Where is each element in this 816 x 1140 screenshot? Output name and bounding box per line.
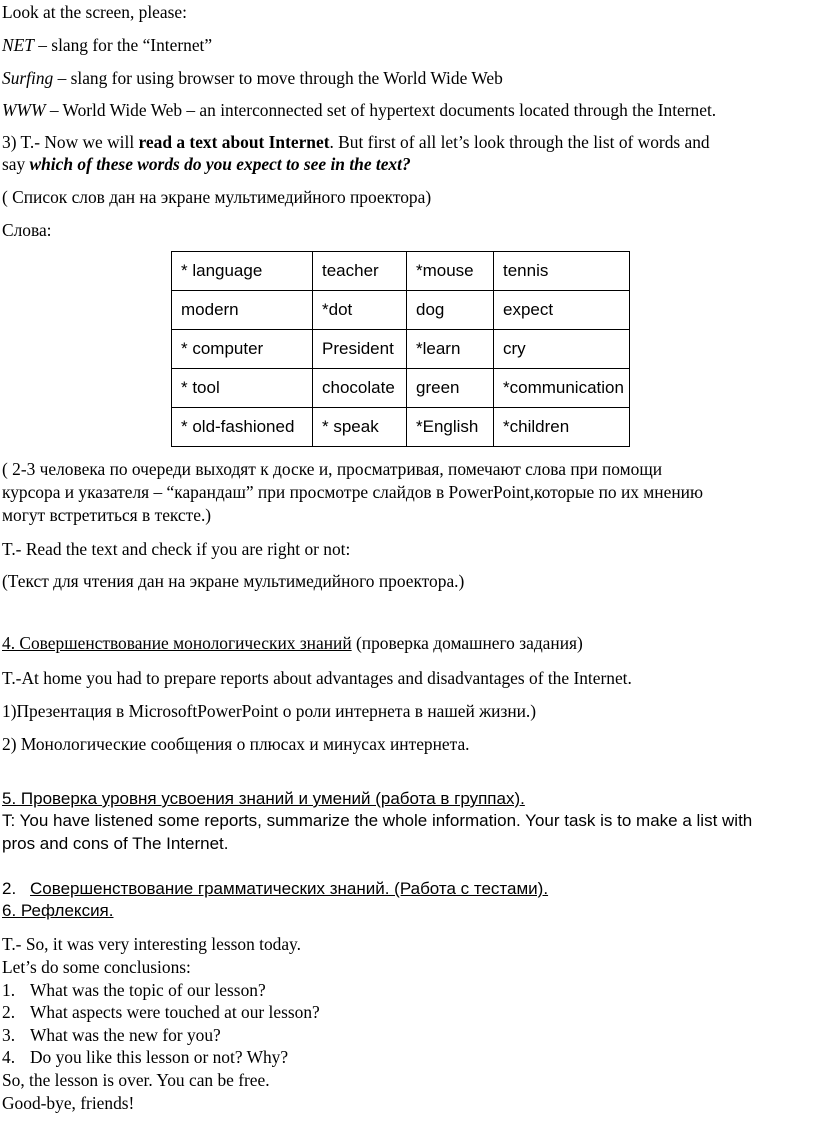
- question-item: [2, 1046, 288, 1068]
- question-text: Do you like this lesson or not? Why?: [30, 1047, 289, 1067]
- question-number: 2.: [2, 1002, 16, 1022]
- task5-line: T: You have listened some reports, summarize the whole information. Your task is to make a list with: [2, 811, 753, 830]
- question-item: [2, 1024, 221, 1046]
- step3-text-cont: . But first of all let’s look through the list of words and: [329, 132, 710, 152]
- board-note-line: ( 2-3 человека по очереди выходят к доске и, просматривая, помечают слова при помощи: [2, 459, 663, 479]
- step3-say: say: [2, 154, 30, 174]
- intro-line: Look at the screen, please:: [2, 2, 187, 22]
- table-row: [172, 408, 630, 447]
- table-cell: *mouse: [407, 252, 494, 291]
- home-task: T.-At home you had to prepare reports about advantages and disadvantages of the Internet.: [2, 668, 632, 688]
- definition-net: [2, 34, 212, 56]
- table-cell: tennis: [494, 252, 630, 291]
- table-cell: *learn: [407, 330, 494, 369]
- definition-term: NET: [2, 35, 34, 55]
- table-cell: *dot: [313, 291, 407, 330]
- definition-term: WWW: [2, 100, 46, 120]
- grammar-title: Совершенствование грамматических знаний. (Работа с тестами).: [30, 879, 549, 898]
- table-cell: * tool: [172, 369, 313, 408]
- words-label: Слова:: [2, 220, 52, 240]
- board-note-line: курсора и указателя – “карандаш” при просмотре слайдов в PowerPoint,которые по их мнению: [2, 482, 703, 502]
- table-row: [172, 330, 630, 369]
- table-cell: dog: [407, 291, 494, 330]
- grammar-heading: [2, 878, 548, 900]
- table-cell: *children: [494, 408, 630, 447]
- homework-item-2: 2) Монологические сообщения о плюсах и минусах интернета.: [2, 734, 470, 754]
- question-text: What was the topic of our lesson?: [30, 980, 266, 1000]
- definition-text: – slang for the “Internet”: [33, 35, 213, 55]
- table-row: [172, 369, 630, 408]
- step3-line2: [2, 153, 411, 175]
- definition-term: Surfing: [2, 68, 54, 88]
- question-number: 3.: [2, 1025, 16, 1045]
- ending-line: Good-bye, friends!: [2, 1093, 135, 1113]
- table-cell: chocolate: [313, 369, 407, 408]
- text-note: (Текст для чтения дан на экране мультимедийного проектора.): [2, 571, 465, 591]
- definition-surfing: [2, 67, 503, 89]
- task5-line: pros and cons of The Internet.: [2, 834, 229, 853]
- grammar-number: 2.: [2, 879, 17, 898]
- table-cell: * speak: [313, 408, 407, 447]
- question-number: 4.: [2, 1047, 16, 1067]
- question-item: [2, 979, 266, 1001]
- closing-line: T.- So, it was very interesting lesson today.: [2, 934, 301, 954]
- question-item: [2, 1001, 320, 1023]
- table-cell: green: [407, 369, 494, 408]
- section4-rest: (проверка домашнего задания): [351, 633, 583, 653]
- table-cell: President: [313, 330, 407, 369]
- table-cell: *English: [407, 408, 494, 447]
- step3-bold: read a text about Internet: [138, 132, 330, 152]
- section4-heading: [2, 632, 583, 654]
- definition-text: – World Wide Web – an interconnected set of hypertext documents located through the Internet.: [45, 100, 717, 120]
- step3-question: which of these words do you expect to see in the text?: [29, 154, 411, 174]
- step3-text: 3) T.- Now we will: [2, 132, 139, 152]
- word-table: [171, 251, 630, 447]
- table-cell: modern: [172, 291, 313, 330]
- board-note-line: могут встретиться в тексте.): [2, 505, 212, 525]
- section4-title: 4. Совершенствование монологических знаний: [2, 633, 352, 653]
- table-row: [172, 252, 630, 291]
- table-cell: *communication: [494, 369, 630, 408]
- question-number: 1.: [2, 980, 16, 1000]
- table-row: [172, 291, 630, 330]
- step3-line1: [2, 131, 710, 153]
- table-cell: * old-fashioned: [172, 408, 313, 447]
- definition-www: [2, 99, 716, 121]
- ending-line: So, the lesson is over. You can be free.: [2, 1070, 270, 1090]
- closing-line: Let’s do some conclusions:: [2, 957, 191, 977]
- table-cell: * computer: [172, 330, 313, 369]
- table-cell: teacher: [313, 252, 407, 291]
- homework-item-1: 1)Презентация в MicrosoftPowerPoint о роли интернета в нашей жизни.): [2, 701, 537, 721]
- definition-text: – slang for using browser to move through the World Wide Web: [53, 68, 503, 88]
- section6-heading: 6. Рефлексия.: [2, 901, 114, 920]
- question-text: What was the new for you?: [30, 1025, 221, 1045]
- projector-note: ( Список слов дан на экране мультимедийного проектора): [2, 187, 432, 207]
- question-text: What aspects were touched at our lesson?: [30, 1002, 320, 1022]
- table-cell: cry: [494, 330, 630, 369]
- table-cell: expect: [494, 291, 630, 330]
- section5-heading: 5. Проверка уровня усвоения знаний и умений (работа в группах).: [2, 789, 525, 808]
- read-task: T.- Read the text and check if you are right or not:: [2, 539, 351, 559]
- table-cell: * language: [172, 252, 313, 291]
